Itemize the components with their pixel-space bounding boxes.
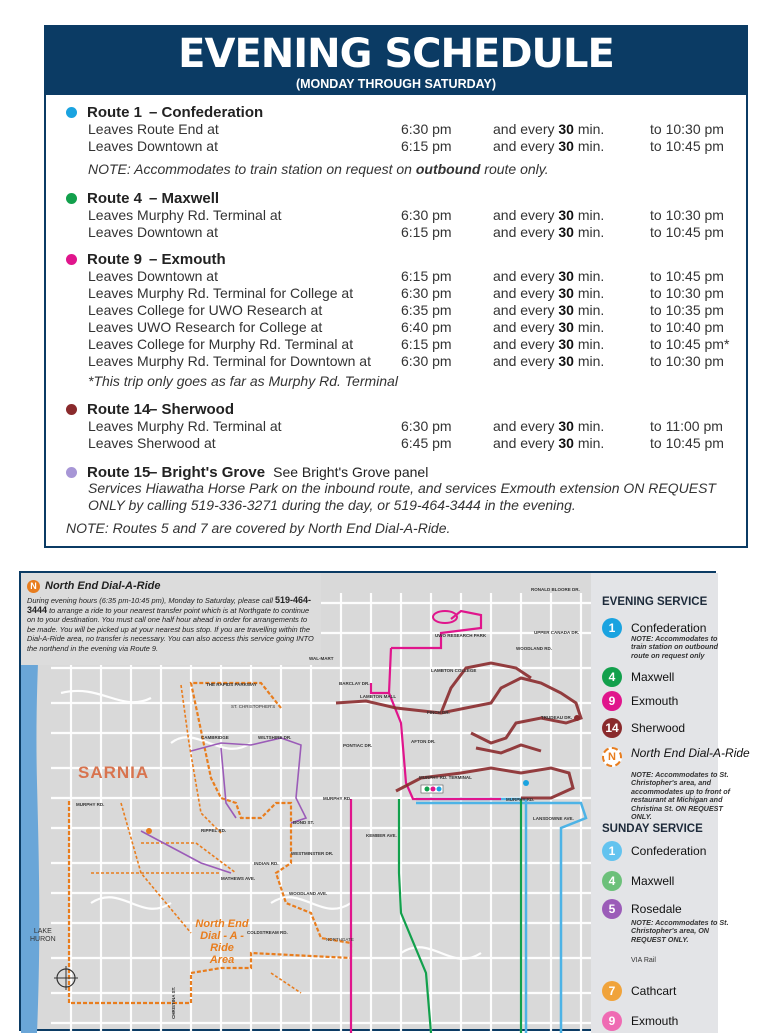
- barclay-label: BARCLAY DR.: [339, 681, 370, 686]
- pontiac-label: PONTIAC DR.: [343, 743, 373, 748]
- schedule-row: [88, 285, 738, 302]
- route-9-line: [351, 611, 501, 1033]
- frequency: and every 30 min.: [493, 207, 605, 223]
- schedule-row: [88, 319, 738, 336]
- end-time: to 10:30 pm: [650, 207, 724, 223]
- end-time: to 10:30 pm: [650, 121, 724, 137]
- schedule-row: [88, 435, 738, 452]
- frequency: and every 30 min.: [493, 319, 605, 335]
- route-number: Route 1: [87, 104, 143, 121]
- westminster-label: WESTMINSTER DR.: [291, 851, 334, 856]
- northgate-label: NORTHGATE: [326, 937, 354, 942]
- trip-label: Leaves College for UWO Research at: [88, 302, 323, 318]
- rippel-label: RIPPEL RD.: [201, 828, 227, 833]
- dial-a-ride-badge-icon: N: [27, 580, 40, 593]
- start-time: 6:15 pm: [401, 224, 452, 240]
- route-heading: [66, 463, 428, 481]
- trip-label: Leaves College for Murphy Rd. Terminal at: [88, 336, 354, 352]
- bond-label: BOND ST.: [293, 820, 315, 825]
- route-map: [19, 571, 750, 1031]
- end-time: to 10:40 pm: [650, 319, 724, 335]
- schedule-title: EVENING SCHEDULE: [178, 31, 614, 77]
- start-time: 6:30 pm: [401, 121, 452, 137]
- schedule-row: [88, 207, 738, 224]
- legend-route-name: Exmouth: [631, 694, 679, 708]
- evening-service-heading: EVENING SERVICE: [602, 596, 708, 608]
- city-label: SARNIA: [78, 763, 150, 782]
- end-time: to 10:45 pm: [650, 435, 724, 451]
- frequency: and every 30 min.: [493, 224, 605, 240]
- trip-label: Leaves Murphy Rd. Terminal at: [88, 207, 282, 223]
- route-badge-icon: 7: [602, 981, 622, 1001]
- route-color-dot-icon: [66, 467, 77, 478]
- trip-label: Leaves Route End at: [88, 121, 219, 137]
- end-time: to 10:30 pm: [650, 353, 724, 369]
- legend-route-name: Maxwell: [631, 874, 675, 888]
- end-time: to 11:00 pm: [650, 418, 723, 434]
- trip-label: Leaves Murphy Rd. Terminal for College at: [88, 285, 354, 301]
- route-name: – Confederation: [149, 104, 264, 121]
- frequency: and every 30 min.: [493, 336, 605, 352]
- route-number: Route 14: [87, 401, 151, 418]
- trudeau-label: TRUDEAU DR.: [541, 715, 572, 720]
- schedule-row: [88, 268, 738, 285]
- via-rail-label: VIA Rail: [631, 957, 656, 964]
- route-number: Route 4: [87, 190, 143, 207]
- legend-note: NOTE: Accommodates to St. Christopher's area, and accommodates up to front of restaurant at Michigan and Christina St. ON REQUEST ONLY.: [631, 770, 731, 822]
- route-color-dot-icon: [66, 107, 77, 118]
- terminal-dot-pink: [431, 787, 436, 792]
- info-phone: 519-464-3444: [27, 595, 312, 615]
- kember-label: KEMBER AVE.: [366, 833, 397, 838]
- legend-note: NOTE: Accommodates to train station on outbound route on request only: [631, 634, 719, 660]
- christina-label: CHRISTINA ST.: [171, 986, 176, 1019]
- route-heading: [66, 250, 234, 268]
- route-badge-icon: 1: [602, 841, 622, 861]
- frequency: and every 30 min.: [493, 302, 605, 318]
- route-heading: [66, 400, 242, 418]
- frequency: and every 30 min.: [493, 268, 605, 284]
- start-time: 6:15 pm: [401, 138, 452, 154]
- frequency: and every 30 min.: [493, 353, 605, 369]
- murphy-rd-label: MURPHY RD.: [323, 796, 352, 801]
- route-number: Route 9: [87, 251, 143, 268]
- map-legend: [591, 573, 750, 1033]
- route-badge-icon: 14: [602, 718, 622, 738]
- evening-schedule-panel: [44, 25, 748, 548]
- route-note: NOTE: Accommodates to train station on request on outbound route only.: [88, 161, 549, 177]
- route-heading: [66, 103, 271, 121]
- info-text: During evening hours (6:35 pm-10:45 pm), Monday to Saturday, please call 519-464-3444 to arrange a ride to your nearest transfer point which is at Northgate to continue on to your destination. You must call one half hour ahead in order for arrangements to be made. You will be picked up at your nearest bus stop. If you are travelling within the Dial-A-Ride area, no transfer is necessary. You can also access this service going INTO the northend in the evening via Route 9.: [27, 595, 314, 653]
- route-name: – Bright's Grove: [149, 464, 266, 481]
- compass-cross: [54, 966, 78, 990]
- st-christophers-label: ST. CHRISTOPHER'S: [231, 704, 276, 709]
- end-time: to 10:45 pm: [650, 268, 724, 284]
- start-time: 6:30 pm: [401, 207, 452, 223]
- emphasis: outbound: [415, 161, 481, 177]
- start-time: 6:40 pm: [401, 319, 452, 335]
- schedule-row: [88, 418, 738, 435]
- legend-route-name: North End Dial-A-Ride: [631, 746, 750, 760]
- lambton-mall-label: LAMBTON MALL: [360, 694, 397, 699]
- route-1-line: [416, 799, 586, 1033]
- legend-route-name: Rosedale: [631, 902, 682, 916]
- footer-note: NOTE: Routes 5 and 7 are covered by North End Dial-A-Ride.: [66, 520, 451, 536]
- woodland-ave-label: WOODLAND AVE.: [289, 891, 328, 896]
- lansdowne-label: LANSDOWNE AVE.: [533, 816, 574, 821]
- start-time: 6:30 pm: [401, 285, 452, 301]
- sunday-service-heading: SUNDAY SERVICE: [602, 823, 703, 835]
- ronald-bloore-label: RONALD BLOORE DR.: [531, 587, 580, 592]
- start-time: 6:30 pm: [401, 353, 452, 369]
- dial-a-ride-info: [27, 579, 317, 654]
- lambton-college-label: LAMBTON COLLEGE: [431, 668, 477, 673]
- route-note: *This trip only goes as far as Murphy Rd. Terminal: [88, 373, 398, 389]
- cambridge-label: CAMBRIDGE: [201, 735, 229, 740]
- route-name: – Sherwood: [149, 401, 235, 418]
- northgate-dot: [523, 780, 529, 786]
- trip-label: Leaves Sherwood at: [88, 435, 216, 451]
- frequency: and every 30 min.: [493, 435, 605, 451]
- terminal-label: MURPHY RD. TERMINAL: [419, 775, 472, 780]
- frequency: and every 30 min.: [493, 285, 605, 301]
- trip-label: Leaves Murphy Rd. Terminal at: [88, 418, 282, 434]
- trip-label: Leaves Downtown at: [88, 268, 218, 284]
- frequency: and every 30 min.: [493, 121, 605, 137]
- route-heading: [66, 189, 227, 207]
- research-park-label: UWO RESEARCH PARK: [435, 633, 487, 638]
- finch-label: FINCH DR.: [427, 710, 450, 715]
- route-badge-icon: 4: [602, 871, 622, 891]
- trip-label: Leaves Downtown at: [88, 224, 218, 240]
- frequency: and every 30 min.: [493, 138, 605, 154]
- start-time: 6:45 pm: [401, 435, 452, 451]
- terminal-dot-blue: [437, 787, 442, 792]
- trip-label: Leaves Murphy Rd. Terminal for Downtown at: [88, 353, 371, 369]
- route-name: – Maxwell: [149, 190, 220, 207]
- route-color-dot-icon: [66, 254, 77, 265]
- start-time: 6:15 pm: [401, 268, 452, 284]
- legend-route-name: Confederation: [631, 621, 707, 635]
- end-time: to 10:45 pm: [650, 224, 724, 240]
- end-time: to 10:30 pm: [650, 285, 724, 301]
- afton-label: AFTON DR.: [411, 739, 436, 744]
- coldstream-label: COLDSTREAM RD.: [247, 930, 288, 935]
- end-time: to 10:45 pm: [650, 138, 724, 154]
- schedule-row: [88, 336, 738, 353]
- sherwood-dot: [574, 715, 580, 721]
- start-time: 6:35 pm: [401, 302, 452, 318]
- legend-route-name: Exmouth: [631, 1014, 679, 1028]
- route-note: Services Hiawatha Horse Park on the inbound route, and services Exmouth extension ON REQUEST ONLY by calling 519-336-3271 during the day, or 519-464-3444 in the evening.: [88, 480, 716, 513]
- schedule-subtitle: (MONDAY THROUGH SATURDAY): [295, 77, 496, 91]
- start-time: 6:30 pm: [401, 418, 452, 434]
- terminal-dot-green: [425, 787, 430, 792]
- trip-label: Leaves Downtown at: [88, 138, 218, 154]
- indian-rd-label: INDIAN RD.: [254, 861, 279, 866]
- route-badge-icon: 1: [602, 618, 622, 638]
- end-time: to 10:35 pm: [650, 302, 724, 318]
- route-color-dot-icon: [66, 404, 77, 415]
- route-extra: See Bright's Grove panel: [273, 464, 429, 480]
- legend-route-name: Cathcart: [631, 984, 677, 998]
- route-color-dot-icon: [66, 193, 77, 204]
- legend-note: NOTE: Accommodates to St. Christopher's area, ON REQUEST ONLY.: [631, 918, 729, 944]
- route-badge-icon: 9: [602, 691, 622, 711]
- woodland-rd-label: WOODLAND RD.: [516, 646, 552, 651]
- start-time: 6:15 pm: [401, 336, 452, 352]
- murphy-rd-east-label: MURPHY RD.: [506, 797, 535, 802]
- mathews-label: MATHEWS AVE.: [221, 876, 256, 881]
- legend-route-name: Sherwood: [631, 721, 686, 735]
- trip-label: Leaves UWO Research for College at: [88, 319, 323, 335]
- frequency: and every 30 min.: [493, 418, 605, 434]
- dial-a-ride-area-label: North End Dial - A - Ride Area: [195, 918, 249, 966]
- route-name: – Exmouth: [149, 251, 226, 268]
- dial-a-ride-dot: [146, 828, 152, 834]
- route-number: Route 15: [87, 464, 151, 481]
- end-time: to 10:45 pm*: [650, 336, 730, 352]
- lake-label: LAKE HURON: [30, 928, 56, 943]
- upper-canada-label: UPPER CANADA DR.: [534, 630, 580, 635]
- schedule-row: [88, 138, 738, 155]
- route-badge-icon: 5: [602, 899, 622, 919]
- schedule-row: [88, 224, 738, 241]
- legend-route-name: Confederation: [631, 844, 707, 858]
- rapids-parkway-label: THE RAPIDS PARKWAY: [206, 682, 257, 687]
- route-badge-icon: 4: [602, 667, 622, 687]
- walmart-label: WAL-MART: [309, 656, 334, 661]
- schedule-row: [88, 353, 738, 370]
- schedule-row: [88, 121, 738, 138]
- route-badge-icon: 9: [602, 1011, 622, 1031]
- info-title: North End Dial-A-Ride: [45, 580, 161, 592]
- murphy-rd-west-label: MURPHY RD.: [76, 802, 105, 807]
- route-badge-icon: N: [602, 747, 622, 767]
- schedule-header: [46, 27, 746, 95]
- schedule-row: [88, 302, 738, 319]
- wiltshire-label: WILTSHIRE DR.: [258, 735, 292, 740]
- legend-route-name: Maxwell: [631, 670, 675, 684]
